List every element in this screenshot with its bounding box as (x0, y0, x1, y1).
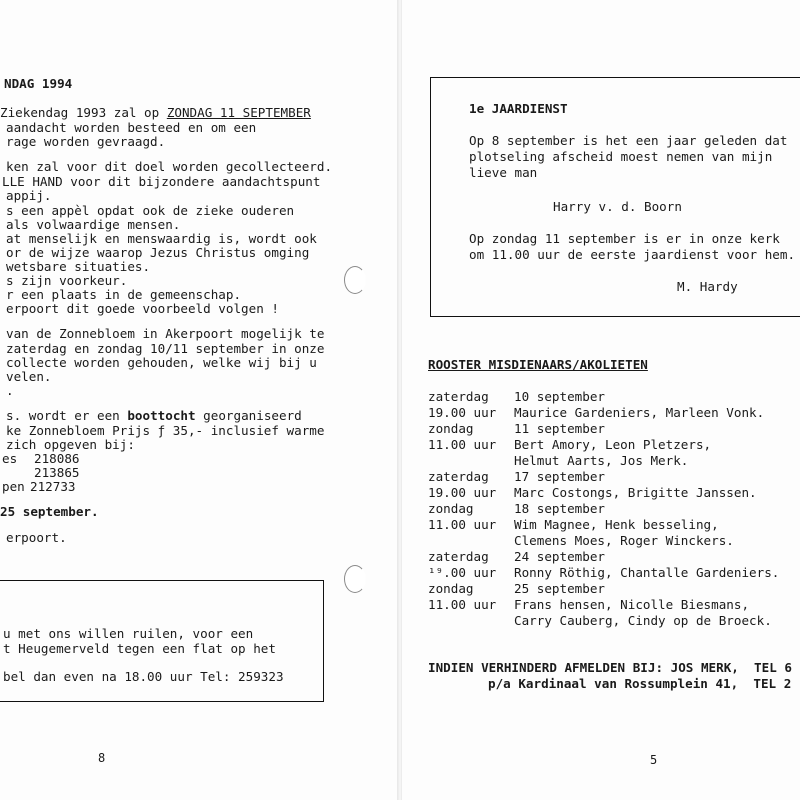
rooster-label: 11.00 uur (428, 517, 497, 532)
text-line: als volwaardige mensen. (6, 217, 181, 232)
rooster-entry: Bert Amory, Leon Pletzers, (514, 437, 712, 452)
text-line: ke Zonnebloem Prijs ƒ 35,- inclusief warme (6, 423, 325, 438)
boat-highlight: boottocht (127, 408, 196, 423)
phone-number: 213865 (34, 465, 80, 480)
rooster-label: zondag (428, 581, 474, 596)
intro-text: Ziekendag 1993 zal op (0, 105, 167, 120)
ad-line: bel dan even na 18.00 uur Tel: 259323 (3, 669, 284, 684)
rooster-entry: 17 september (514, 469, 605, 484)
rooster-label: 11.00 uur (428, 597, 497, 612)
deadline: 25 september. (0, 504, 99, 519)
text-line: at menselijk en menswaardig is, wordt ook (6, 231, 317, 246)
phone-number: 218086 (34, 451, 80, 466)
text-line: van de Zonnebloem in Akerpoort mogelijk te (6, 326, 325, 341)
punch-hole (344, 565, 366, 593)
rooster-entry: Marc Costongs, Brigitte Janssen. (514, 485, 757, 500)
memorial-title: 1e JAARDIENST (469, 101, 568, 116)
left-heading: NDAG 1994 (4, 76, 73, 91)
text-line: rage worden gevraagd. (6, 134, 166, 149)
boat-line (6, 409, 302, 423)
text-line: s zijn voorkeur. (6, 273, 128, 288)
rooster-entry: Maurice Gardeniers, Marleen Vonk. (514, 405, 765, 420)
text-line: zaterdag en zondag 10/11 september in onze (6, 341, 325, 356)
memorial-line: lieve man (469, 165, 538, 180)
notice-line: p/a Kardinaal van Rossumplein 41, TEL 2 (488, 676, 792, 691)
memorial-name: Harry v. d. Boorn (553, 199, 682, 214)
rooster-label: zaterdag (428, 389, 489, 404)
rooster-title: ROOSTER MISDIENAARS/AKOLIETEN (428, 357, 648, 372)
rooster-entry: Carry Cauberg, Cindy op de Broeck. (514, 613, 772, 628)
phone-name: pen (2, 479, 25, 494)
text-line: appij. (6, 188, 52, 203)
text-line: wetsbare situaties. (6, 259, 151, 274)
memorial-line: Op zondag 11 september is er in onze kerk (469, 231, 780, 246)
right-page (402, 0, 800, 800)
memorial-signature: M. Hardy (677, 279, 738, 294)
text-line: ken zal voor dit doel worden gecollecteerd. (6, 159, 333, 174)
rooster-entry: Clemens Moes, Roger Winckers. (514, 533, 734, 548)
intro-line (0, 106, 311, 120)
memorial-box (430, 77, 800, 317)
rooster-entry: Frans hensen, Nicolle Biesmans, (514, 597, 750, 612)
page-number: 5 (650, 753, 658, 767)
ad-box (0, 580, 324, 702)
memorial-line: Op 8 september is het een jaar geleden dat (469, 133, 788, 148)
punch-hole (344, 266, 366, 294)
rooster-entry: 11 september (514, 421, 605, 436)
notice-line: INDIEN VERHINDERD AFMELDEN BIJ: JOS MERK, TEL 6 (428, 660, 792, 675)
text-line: velen. (6, 369, 52, 384)
rooster-entry: Wim Magnee, Henk besseling, (514, 517, 719, 532)
ad-line: t Heugemerveld tegen een flat op het (3, 641, 276, 656)
memorial-line: om 11.00 uur de eerste jaardienst voor hem. (469, 247, 796, 262)
rooster-label: 19.00 uur (428, 485, 497, 500)
text-line: s een appèl opdat ook de zieke ouderen (6, 203, 295, 218)
ad-line: u met ons willen ruilen, voor een (3, 626, 254, 641)
rooster-entry: Helmut Aarts, Jos Merk. (514, 453, 689, 468)
rooster-label: 11.00 uur (428, 437, 497, 452)
text-line: collecte worden gehouden, welke wij bij u (6, 355, 317, 370)
rooster-entry: 10 september (514, 389, 605, 404)
rooster-entry: 25 september (514, 581, 605, 596)
phone-number: 212733 (30, 479, 76, 494)
text-line: or de wijze waarop Jezus Christus omging (6, 245, 310, 260)
rooster-entry: Ronny Röthig, Chantalle Gardeniers. (514, 565, 780, 580)
text-line: erpoort dit goede voorbeeld volgen ! (6, 301, 279, 316)
rooster-label: zondag (428, 501, 474, 516)
phone-name: es (2, 451, 18, 466)
text-line: aandacht worden besteed en om een (6, 120, 257, 135)
rooster-label: ¹⁹.00 uur (428, 565, 497, 580)
intro-date: ZONDAG 11 SEPTEMBER (166, 105, 311, 120)
boat-text: georganiseerd (195, 408, 302, 423)
rooster-entry: 24 september (514, 549, 605, 564)
rooster-label: zaterdag (428, 549, 489, 564)
text-line: zich opgeven bij: (6, 437, 135, 452)
text-line: LLE HAND voor dit bijzondere aandachtspunt (2, 174, 321, 189)
text-line: r een plaats in de gemeenschap. (6, 287, 242, 302)
rooster-label: zaterdag (428, 469, 489, 484)
boat-text: s. wordt er een (6, 408, 128, 423)
page-number: 8 (98, 751, 106, 765)
rooster-label: zondag (428, 421, 474, 436)
closing: erpoort. (6, 530, 67, 545)
rooster-label: 19.00 uur (428, 405, 497, 420)
text-line: . (6, 383, 14, 398)
memorial-line: plotseling afscheid moest nemen van mijn (469, 149, 773, 164)
left-page (0, 0, 398, 800)
rooster-entry: 18 september (514, 501, 605, 516)
